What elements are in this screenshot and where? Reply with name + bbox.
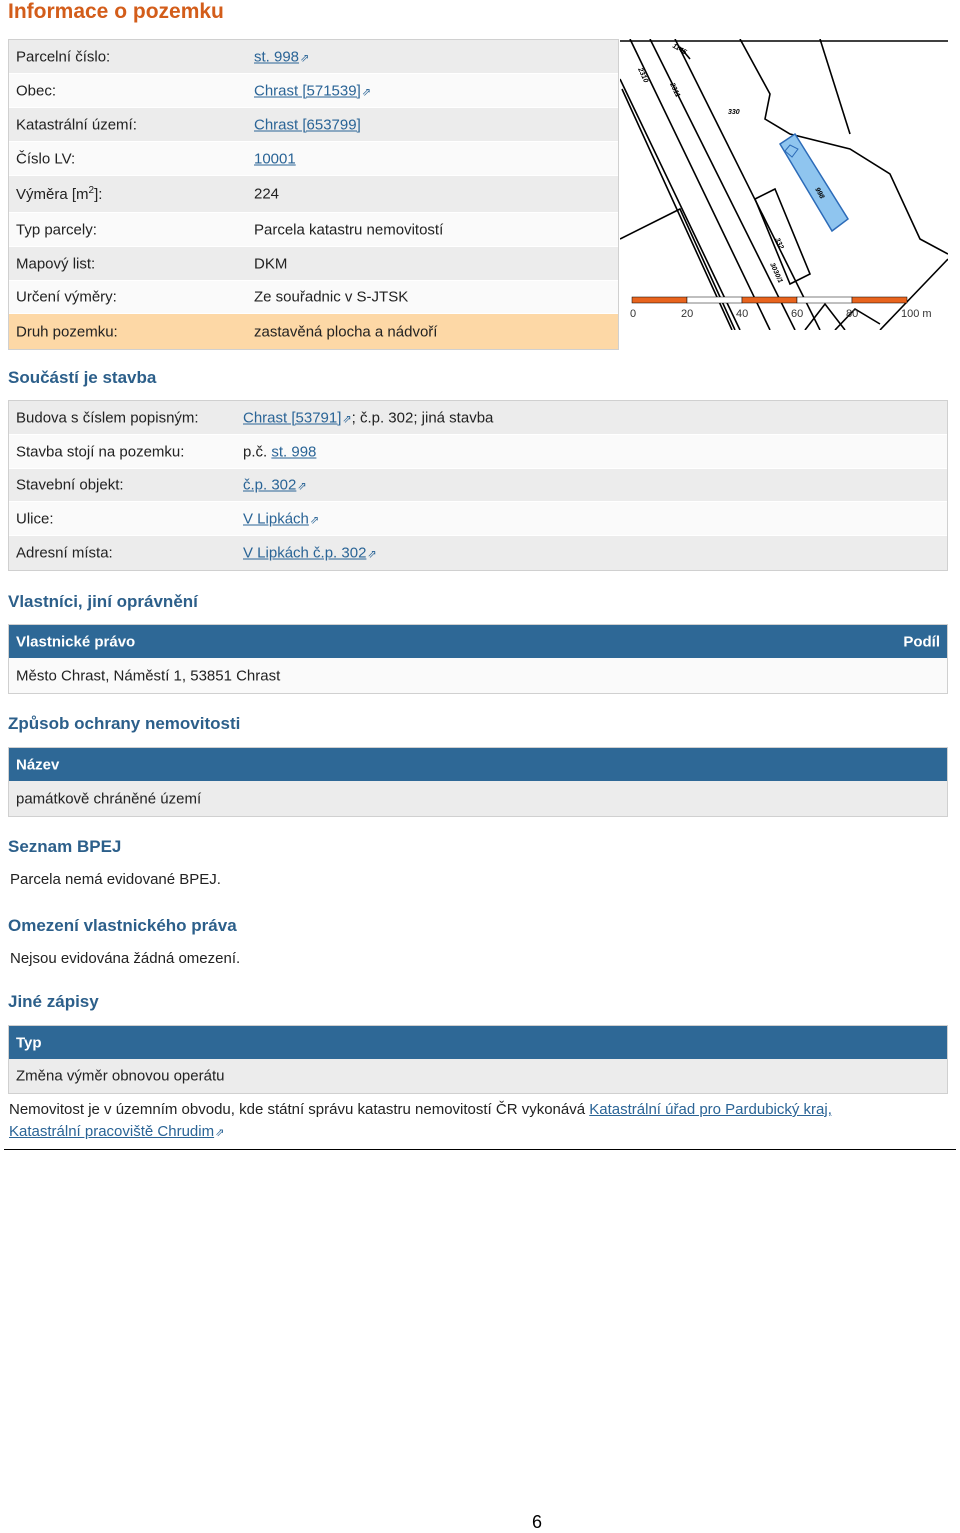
link-stavba-pozemek[interactable]: st. 998 [271, 443, 317, 460]
row-stavebni-objekt [9, 469, 947, 502]
owners-table [8, 624, 948, 694]
external-link-icon: ⇗ [297, 480, 307, 493]
link-parcelni-cislo[interactable]: st. 998 [254, 48, 300, 65]
link-cislo-lv[interactable]: 10001 [254, 150, 296, 167]
link-katastralni-urad[interactable]: Katastrální úřad pro Pardubický kraj, [589, 1101, 832, 1118]
row-urceni-vymery [9, 281, 618, 314]
link-katastralni-pracoviste[interactable]: Katastrální pracoviště Chrudim [9, 1123, 215, 1140]
cadastral-map[interactable] [620, 39, 948, 330]
label-urceni-vymery: Určení výměry: [16, 288, 117, 306]
footer-note [9, 1099, 939, 1144]
link-stavebni-objekt[interactable]: č.p. 302 [243, 476, 297, 494]
row-katastralni-uzemi [9, 108, 618, 142]
row-obec [9, 74, 618, 108]
heading-jine-zapisy: Jiné zápisy [8, 992, 99, 1011]
row-ulice [9, 502, 947, 536]
row-stavba-stoji [9, 435, 947, 469]
heading-ochrana: Způsob ochrany nemovitosti [8, 714, 241, 733]
link-obec[interactable]: Chrast [571539] [254, 82, 361, 99]
external-link-icon: ⇗ [342, 413, 352, 425]
scale-bar [632, 297, 907, 303]
protection-table-header [9, 748, 947, 781]
link-budova-chrast[interactable]: Chrast [53791] [243, 409, 342, 426]
col-nazev: Název [16, 756, 60, 773]
row-typ-parcely [9, 213, 618, 247]
link-adresni-mista[interactable]: V Lipkách č.p. 302 [243, 544, 367, 562]
scale-label: 100 m [901, 308, 932, 320]
label-vymera: Výměra $[m^2]$: [16, 185, 103, 203]
link-katastralni-uzemi[interactable]: Chrast [653799] [254, 116, 361, 133]
highlighted-parcel[interactable] [780, 134, 848, 231]
row-adresni-mista [9, 536, 947, 570]
row-budova [9, 401, 947, 435]
owners-table-header [9, 625, 947, 658]
external-link-icon: ⇗ [361, 86, 371, 98]
other-records-table [8, 1025, 948, 1094]
page-title: Informace o pozemku [8, 0, 224, 23]
value-vymera: 224 [254, 185, 280, 203]
parcel-label-3030: 3030/1 [768, 261, 784, 285]
protection-table [8, 747, 948, 817]
row-druh-pozemku [9, 314, 618, 349]
col-podil: Podíl [903, 633, 940, 650]
building-table [8, 400, 948, 571]
value-druh-pozemku: zastavěná plocha a nádvoří [254, 323, 438, 340]
owner-row [9, 658, 947, 693]
external-link-icon: ⇗ [309, 514, 320, 526]
scale-label: 20 [681, 308, 694, 320]
omezeni-text: Nejsou evidována žádná omezení. [10, 950, 241, 967]
label-obec: Obec: [16, 82, 57, 99]
label-budova: Budova s číslem popisným: [16, 409, 199, 426]
scale-label: 0 [630, 308, 637, 320]
scale-label: 60 [791, 308, 804, 320]
value-typ-parcely: Parcela katastru nemovitostí [254, 221, 444, 238]
divider-line [4, 1149, 956, 1150]
heading-vlastnici: Vlastníci, jiní oprávnění [8, 592, 198, 611]
link-ulice[interactable]: V Lipkách [243, 510, 309, 527]
label-druh-pozemku: Druh pozemku: [16, 323, 118, 340]
parcel-label-332: 332 [773, 236, 785, 251]
other-records-value: Změna výměr obnovou operátu [16, 1067, 225, 1085]
bpej-text: Parcela nemá evidované BPEJ. [10, 871, 221, 888]
parcel-info-table [8, 39, 619, 350]
label-cislo-lv: Číslo LV: [16, 150, 76, 167]
label-parcelni-cislo: Parcelní číslo: [16, 48, 111, 65]
other-records-header [9, 1026, 947, 1059]
external-link-icon: ⇗ [300, 52, 310, 64]
value-mapovy-list: DKM [254, 255, 288, 272]
map-drawing [620, 39, 948, 330]
row-mapovy-list [9, 247, 618, 281]
prefix-pc: p.č. [243, 443, 272, 460]
row-parcelni-cislo [9, 40, 618, 74]
parcel-label-998: 998 [813, 186, 826, 201]
value-urceni-vymery: Ze souřadnic v S-JTSK [254, 288, 409, 306]
label-mapovy-list: Mapový list: [16, 255, 96, 272]
label-stavebni-objekt: Stavební objekt: [16, 476, 124, 494]
heading-omezeni: Omezení vlastnického práva [8, 916, 237, 935]
page-number: 6 [532, 1512, 543, 1532]
parcel-label-2311: 2311 [668, 81, 681, 99]
label-ulice: Ulice: [16, 510, 54, 527]
row-vymera [9, 176, 618, 213]
owner-name: Město Chrast, Náměstí 1, 53851 Chrast [16, 667, 281, 684]
external-link-icon: ⇗ [215, 1127, 225, 1139]
parcel-label-2310: 2310 [636, 66, 650, 84]
label-stavba-stoji: Stavba stojí na pozemku: [16, 443, 185, 460]
other-records-row [9, 1059, 947, 1093]
protection-value: památkově chráněné území [16, 790, 202, 807]
label-typ-parcely: Typ parcely: [16, 221, 97, 238]
scale-label: 40 [736, 308, 749, 320]
footer-text: Nemovitost je v územním obvodu, kde státní správu katastru nemovitostí ČR vykonává [9, 1101, 590, 1118]
protection-row [9, 781, 947, 816]
external-link-icon: ⇗ [367, 548, 377, 561]
budova-detail: ; č.p. 302; jiná stavba [351, 409, 494, 426]
row-cislo-lv [9, 142, 618, 176]
col-vlastnicke-pravo: Vlastnické právo [16, 633, 136, 650]
parcel-label-330: 330 [728, 109, 740, 116]
parcel-label-1145: 1145 [671, 42, 688, 57]
col-typ: Typ [16, 1034, 42, 1051]
label-adresni-mista: Adresní místa: [16, 544, 113, 562]
heading-soucasti-je-stavba: Součástí je stavba [8, 368, 157, 387]
heading-bpej: Seznam BPEJ [8, 837, 122, 856]
scale-label: 80 [846, 308, 859, 320]
label-katastralni-uzemi: Katastrální území: [16, 116, 137, 133]
